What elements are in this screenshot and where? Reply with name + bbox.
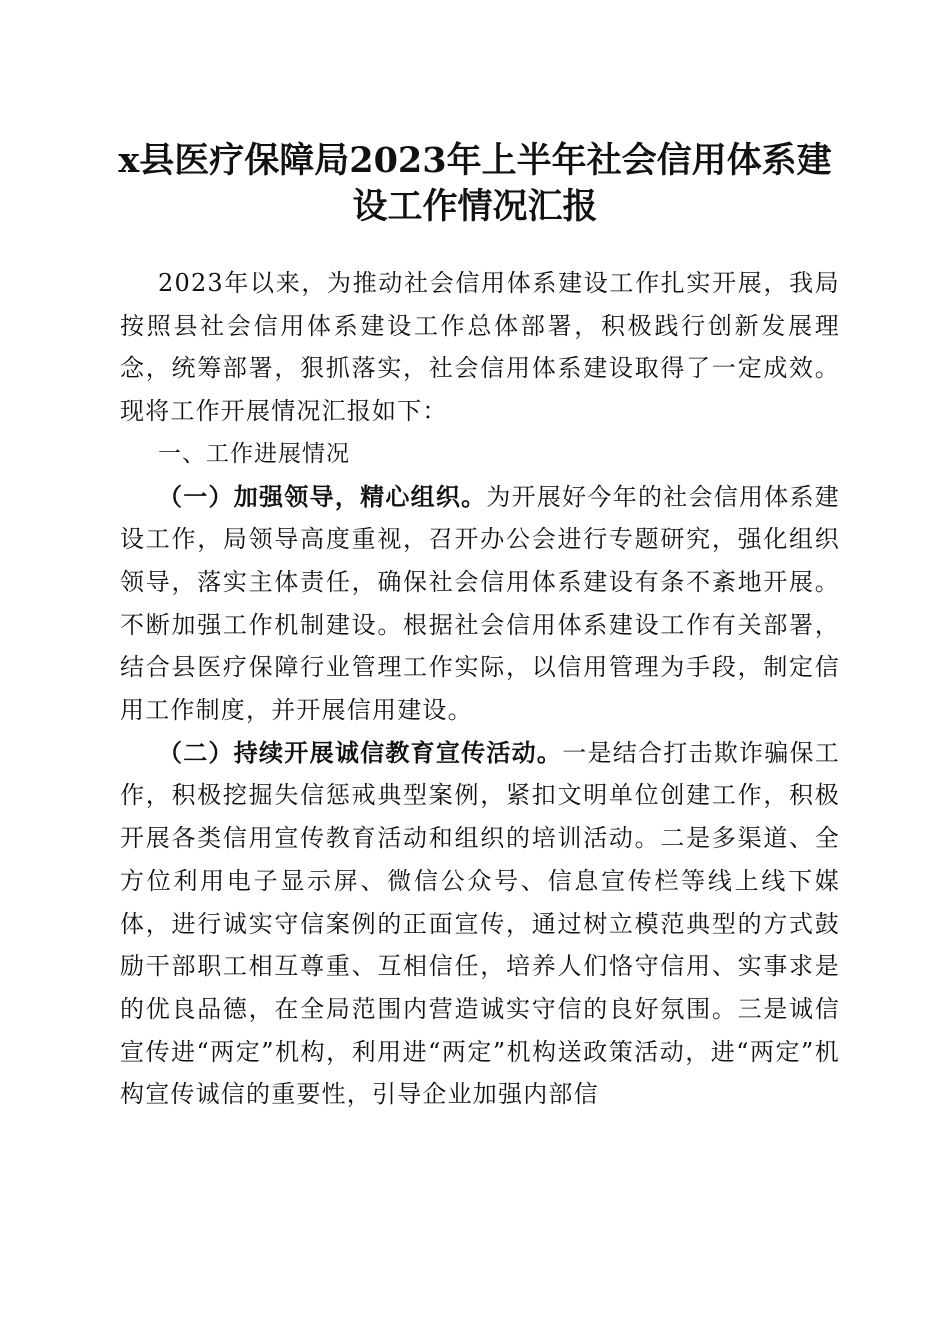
section-heading-1: 一、工作进展情况 — [158, 440, 350, 467]
item-2-paragraph — [120, 732, 840, 1116]
title-line-2: 设工作情况汇报 — [352, 186, 598, 227]
document-body — [120, 262, 840, 1116]
intro-paragraph: 2023年以来，为推动社会信用体系建设工作扎实开展，我局按照县社会信用体系建设工作总体部署，积极践行创新发展理念，统筹部署，狠抓落实，社会信用体系建设取得了一定成效。现将工作开展情况汇报如下： — [120, 269, 840, 426]
item-1-text: 为开展好今年的社会信用体系建设工作，局领导高度重视，召开办公会进行专题研究，强化组织领导，落实主体责任，确保社会信用体系建设有条不紊地开展。不断加强工作机制建设。根据社会信用体系建设工作有关部署，结合县医疗保障行业管理工作实际，以信用管理为手段，制定信用工作制度，并开展信用建设。 — [120, 482, 840, 725]
item-1-paragraph — [120, 476, 840, 732]
title-line-1: x县医疗保障局2023年上半年社会信用体系建 — [118, 140, 832, 181]
item-2-text: 一是结合打击欺诈骗保工作，积极挖掘失信惩戒典型案例，紧扣文明单位创建工作，积极开展各类信用宣传教育活动和组织的培训活动。二是多渠道、全方位利用电子显示屏、微信公众号、信息宣传栏等线上线下媒体，进行诚实守信案例的正面宣传，通过树立模范典型的方式鼓励干部职工相互尊重、互相信任，培养人们恪守信用、实事求是的优良品德，在全局范围内营造诚实守信的良好氛围。三是诚信宣传进“两定”机构，利用进“两定”机构送政策活动，进“两定”机构宣传诚信的重要性，引导企业加强内部信 — [120, 738, 840, 1109]
item-2-lead: （二）持续开展诚信教育宣传活动。 — [158, 737, 563, 767]
item-1-lead: （一）加强领导，精心组织。 — [158, 481, 487, 511]
document-title — [110, 138, 840, 230]
